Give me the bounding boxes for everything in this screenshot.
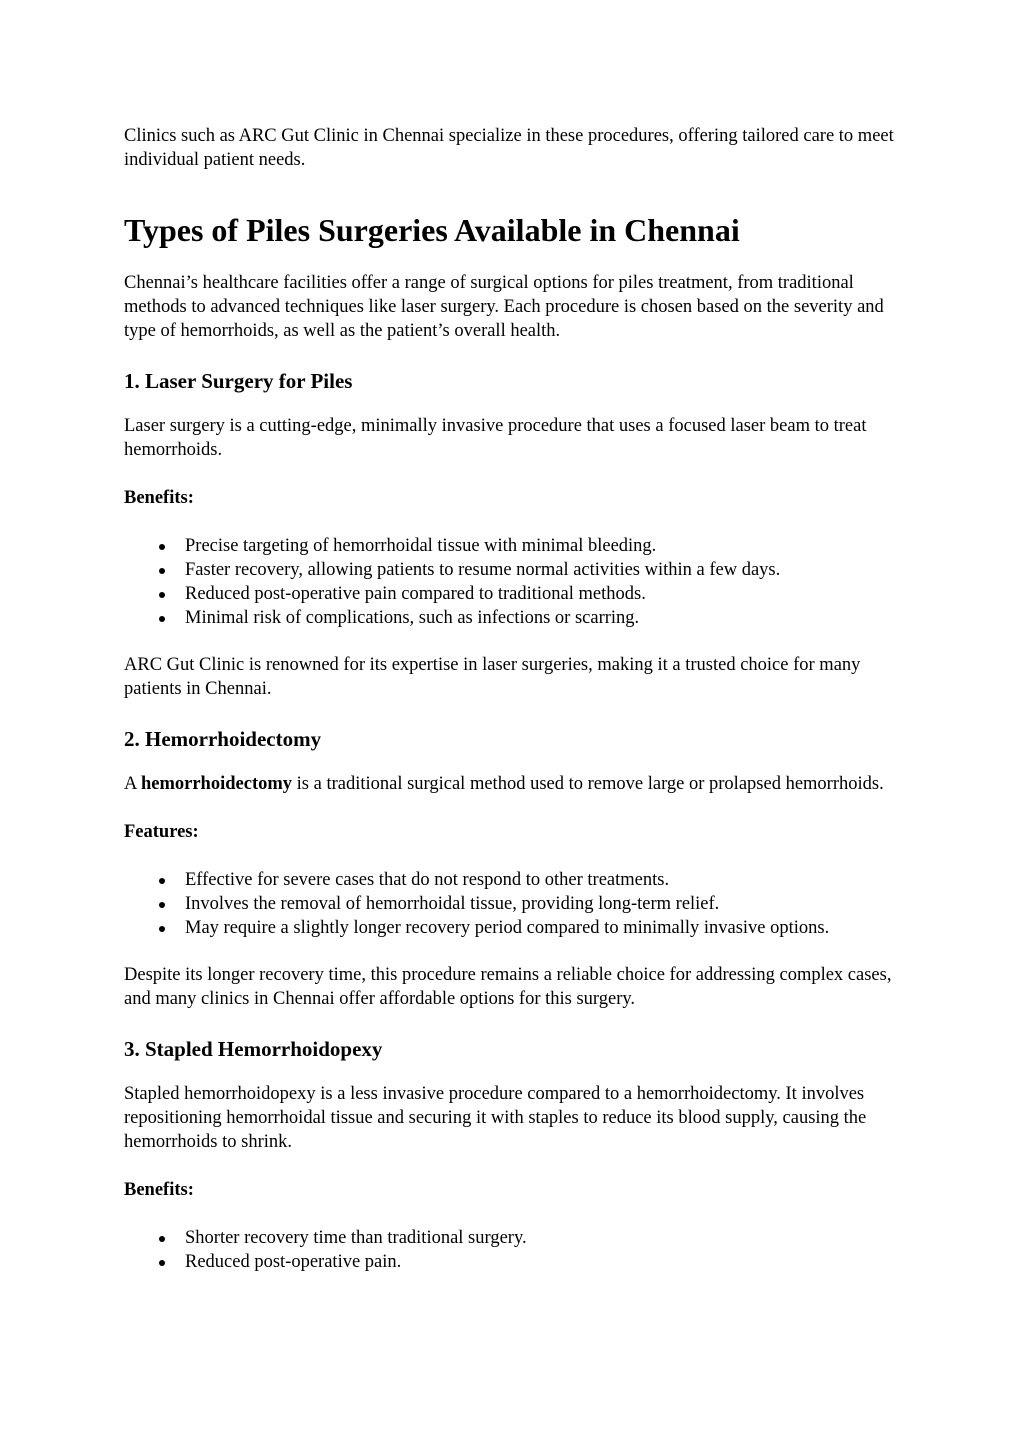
section2-text-suffix: is a traditional surgical method used to remove large or prolapsed hemorrhoids. — [296, 774, 884, 794]
document-content — [124, 124, 904, 1274]
list-item: Precise targeting of hemorrhoidal tissue with minimal bleeding. — [124, 534, 904, 558]
section2-closing-paragraph: Despite its longer recovery time, this procedure remains a reliable choice for addressing complex cases, and many clinics in Chennai offer affordable options for this surgery. — [124, 965, 892, 1009]
list-item: Faster recovery, allowing patients to resume normal activities within a few days. — [124, 558, 904, 582]
main-intro-paragraph: Chennai’s healthcare facilities offer a range of surgical options for piles treatment, from traditional methods to advanced techniques like laser surgery. Each procedure is chosen based on the severity and type of hemorrhoids, as well as the patient’s overall health. — [124, 273, 884, 341]
section3-benefits-list — [124, 1226, 904, 1274]
section3-paragraph: Stapled hemorrhoidopexy is a less invasive procedure compared to a hemorrhoidectomy. It involves repositioning hemorrhoidal tissue and securing it with staples to reduce its blood supply, causing the hemorrhoids to shrink. — [124, 1084, 867, 1152]
main-heading: Types of Piles Surgeries Available in Chennai — [124, 212, 740, 248]
section2-list-label: Features: — [124, 822, 199, 842]
list-item: Shorter recovery time than traditional surgery. — [124, 1226, 904, 1250]
intro-paragraph: Clinics such as ARC Gut Clinic in Chennai specialize in these procedures, offering tailored care to meet individual patient needs. — [124, 126, 894, 170]
section1-paragraph: Laser surgery is a cutting-edge, minimally invasive procedure that uses a focused laser beam to treat hemorrhoids. — [124, 416, 867, 460]
section1-closing-paragraph: ARC Gut Clinic is renowned for its expertise in laser surgeries, making it a trusted choice for many patients in Chennai. — [124, 655, 861, 699]
section1-list-label: Benefits: — [124, 488, 194, 508]
list-item: May require a slightly longer recovery period compared to minimally invasive options. — [124, 916, 885, 940]
list-item: Minimal risk of complications, such as infections or scarring. — [124, 606, 904, 630]
section2-bold-term: hemorrhoidectomy — [140, 774, 293, 794]
list-item: Effective for severe cases that do not respond to other treatments. — [124, 868, 904, 892]
section2-paragraph — [124, 772, 904, 796]
section1-benefits-list — [124, 534, 904, 630]
section2-heading: 2. Hemorrhoidectomy — [124, 727, 322, 751]
section2-features-list — [124, 868, 904, 940]
list-item: Reduced post-operative pain. — [124, 1250, 904, 1274]
section3-heading: 3. Stapled Hemorrhoidopexy — [124, 1037, 383, 1061]
section1-heading: 1. Laser Surgery for Piles — [124, 369, 353, 393]
section3-list-label: Benefits: — [124, 1180, 194, 1200]
list-item: Involves the removal of hemorrhoidal tissue, providing long-term relief. — [124, 892, 904, 916]
section2-text-prefix: A — [124, 774, 137, 794]
list-item: Reduced post-operative pain compared to traditional methods. — [124, 582, 904, 606]
